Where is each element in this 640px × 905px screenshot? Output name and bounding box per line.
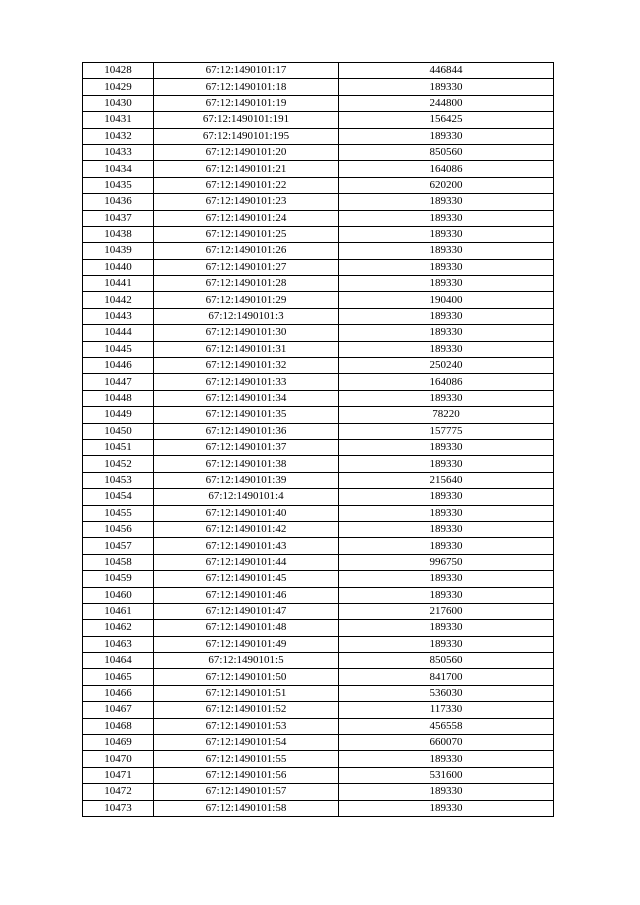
- table-row: [83, 194, 554, 210]
- value-cell: 189330: [339, 505, 554, 521]
- value-cell: 164086: [339, 161, 554, 177]
- value-cell: 244800: [339, 95, 554, 111]
- row-number-cell: 10469: [83, 735, 154, 751]
- row-number-cell: 10432: [83, 128, 154, 144]
- table-row: [83, 784, 554, 800]
- table-row: [83, 95, 554, 111]
- cadastral-number-cell: 67:12:1490101:27: [154, 259, 339, 275]
- data-table: [82, 62, 554, 817]
- value-cell: 189330: [339, 325, 554, 341]
- value-cell: 164086: [339, 374, 554, 390]
- table-row: [83, 341, 554, 357]
- cadastral-number-cell: 67:12:1490101:29: [154, 292, 339, 308]
- value-cell: 189330: [339, 489, 554, 505]
- table-row: [83, 128, 554, 144]
- value-cell: 189330: [339, 636, 554, 652]
- row-number-cell: 10465: [83, 669, 154, 685]
- row-number-cell: 10454: [83, 489, 154, 505]
- row-number-cell: 10444: [83, 325, 154, 341]
- cadastral-number-cell: 67:12:1490101:21: [154, 161, 339, 177]
- cadastral-number-cell: 67:12:1490101:19: [154, 95, 339, 111]
- cadastral-number-cell: 67:12:1490101:57: [154, 784, 339, 800]
- table-row: [83, 489, 554, 505]
- table-row: [83, 620, 554, 636]
- value-cell: 850560: [339, 653, 554, 669]
- table-row: [83, 702, 554, 718]
- table-row: [83, 718, 554, 734]
- table-row: [83, 112, 554, 128]
- cadastral-number-cell: 67:12:1490101:54: [154, 735, 339, 751]
- value-cell: 189330: [339, 784, 554, 800]
- cadastral-number-cell: 67:12:1490101:38: [154, 456, 339, 472]
- cadastral-number-cell: 67:12:1490101:49: [154, 636, 339, 652]
- cadastral-number-cell: 67:12:1490101:20: [154, 144, 339, 160]
- table-row: [83, 554, 554, 570]
- row-number-cell: 10433: [83, 144, 154, 160]
- row-number-cell: 10431: [83, 112, 154, 128]
- cadastral-number-cell: 67:12:1490101:33: [154, 374, 339, 390]
- cadastral-number-cell: 67:12:1490101:22: [154, 177, 339, 193]
- cadastral-number-cell: 67:12:1490101:36: [154, 423, 339, 439]
- row-number-cell: 10470: [83, 751, 154, 767]
- row-number-cell: 10451: [83, 439, 154, 455]
- row-number-cell: 10457: [83, 538, 154, 554]
- cadastral-number-cell: 67:12:1490101:23: [154, 194, 339, 210]
- value-cell: 189330: [339, 751, 554, 767]
- row-number-cell: 10468: [83, 718, 154, 734]
- cadastral-number-cell: 67:12:1490101:44: [154, 554, 339, 570]
- table-row: [83, 538, 554, 554]
- value-cell: 996750: [339, 554, 554, 570]
- row-number-cell: 10435: [83, 177, 154, 193]
- table-row: [83, 226, 554, 242]
- value-cell: 189330: [339, 620, 554, 636]
- cadastral-number-cell: 67:12:1490101:24: [154, 210, 339, 226]
- row-number-cell: 10428: [83, 63, 154, 79]
- row-number-cell: 10462: [83, 620, 154, 636]
- table-row: [83, 767, 554, 783]
- cadastral-number-cell: 67:12:1490101:31: [154, 341, 339, 357]
- row-number-cell: 10464: [83, 653, 154, 669]
- row-number-cell: 10455: [83, 505, 154, 521]
- table-row: [83, 653, 554, 669]
- cadastral-number-cell: 67:12:1490101:5: [154, 653, 339, 669]
- table-row: [83, 292, 554, 308]
- cadastral-number-cell: 67:12:1490101:46: [154, 587, 339, 603]
- value-cell: 117330: [339, 702, 554, 718]
- row-number-cell: 10472: [83, 784, 154, 800]
- row-number-cell: 10445: [83, 341, 154, 357]
- cadastral-number-cell: 67:12:1490101:58: [154, 800, 339, 816]
- row-number-cell: 10471: [83, 767, 154, 783]
- value-cell: 660070: [339, 735, 554, 751]
- row-number-cell: 10453: [83, 472, 154, 488]
- value-cell: 190400: [339, 292, 554, 308]
- cadastral-number-cell: 67:12:1490101:39: [154, 472, 339, 488]
- table-row: [83, 177, 554, 193]
- table-row: [83, 505, 554, 521]
- value-cell: 189330: [339, 128, 554, 144]
- cadastral-number-cell: 67:12:1490101:47: [154, 603, 339, 619]
- cadastral-number-cell: 67:12:1490101:52: [154, 702, 339, 718]
- table-row: [83, 685, 554, 701]
- cadastral-number-cell: 67:12:1490101:18: [154, 79, 339, 95]
- table-row: [83, 800, 554, 816]
- cadastral-number-cell: 67:12:1490101:55: [154, 751, 339, 767]
- row-number-cell: 10446: [83, 358, 154, 374]
- table-row: [83, 521, 554, 537]
- cadastral-number-cell: 67:12:1490101:195: [154, 128, 339, 144]
- cadastral-number-cell: 67:12:1490101:45: [154, 571, 339, 587]
- value-cell: 189330: [339, 259, 554, 275]
- table-row: [83, 587, 554, 603]
- value-cell: 189330: [339, 571, 554, 587]
- cadastral-number-cell: 67:12:1490101:34: [154, 390, 339, 406]
- table-row: [83, 603, 554, 619]
- cadastral-number-cell: 67:12:1490101:30: [154, 325, 339, 341]
- cadastral-number-cell: 67:12:1490101:56: [154, 767, 339, 783]
- cadastral-number-cell: 67:12:1490101:40: [154, 505, 339, 521]
- value-cell: 189330: [339, 226, 554, 242]
- row-number-cell: 10463: [83, 636, 154, 652]
- value-cell: 189330: [339, 456, 554, 472]
- table-row: [83, 439, 554, 455]
- table-row: [83, 407, 554, 423]
- table-row: [83, 79, 554, 95]
- cadastral-number-cell: 67:12:1490101:26: [154, 243, 339, 259]
- value-cell: 189330: [339, 243, 554, 259]
- value-cell: 850560: [339, 144, 554, 160]
- cadastral-number-cell: 67:12:1490101:37: [154, 439, 339, 455]
- value-cell: 456558: [339, 718, 554, 734]
- row-number-cell: 10440: [83, 259, 154, 275]
- row-number-cell: 10442: [83, 292, 154, 308]
- table-row: [83, 63, 554, 79]
- value-cell: 189330: [339, 194, 554, 210]
- value-cell: 531600: [339, 767, 554, 783]
- row-number-cell: 10429: [83, 79, 154, 95]
- cadastral-number-cell: 67:12:1490101:53: [154, 718, 339, 734]
- value-cell: 189330: [339, 800, 554, 816]
- row-number-cell: 10441: [83, 276, 154, 292]
- value-cell: 189330: [339, 439, 554, 455]
- row-number-cell: 10456: [83, 521, 154, 537]
- row-number-cell: 10473: [83, 800, 154, 816]
- value-cell: 217600: [339, 603, 554, 619]
- row-number-cell: 10439: [83, 243, 154, 259]
- value-cell: 215640: [339, 472, 554, 488]
- value-cell: 189330: [339, 521, 554, 537]
- row-number-cell: 10467: [83, 702, 154, 718]
- table-row: [83, 259, 554, 275]
- table-row: [83, 210, 554, 226]
- value-cell: 156425: [339, 112, 554, 128]
- value-cell: 620200: [339, 177, 554, 193]
- table-row: [83, 161, 554, 177]
- cadastral-number-cell: 67:12:1490101:42: [154, 521, 339, 537]
- cadastral-number-cell: 67:12:1490101:28: [154, 276, 339, 292]
- row-number-cell: 10437: [83, 210, 154, 226]
- value-cell: 189330: [339, 538, 554, 554]
- table-row: [83, 358, 554, 374]
- cadastral-number-cell: 67:12:1490101:25: [154, 226, 339, 242]
- value-cell: 189330: [339, 210, 554, 226]
- row-number-cell: 10458: [83, 554, 154, 570]
- cadastral-number-cell: 67:12:1490101:51: [154, 685, 339, 701]
- row-number-cell: 10449: [83, 407, 154, 423]
- row-number-cell: 10436: [83, 194, 154, 210]
- cadastral-number-cell: 67:12:1490101:43: [154, 538, 339, 554]
- table-row: [83, 735, 554, 751]
- row-number-cell: 10438: [83, 226, 154, 242]
- row-number-cell: 10450: [83, 423, 154, 439]
- value-cell: 78220: [339, 407, 554, 423]
- table-row: [83, 669, 554, 685]
- value-cell: 189330: [339, 390, 554, 406]
- table-row: [83, 751, 554, 767]
- table-row: [83, 390, 554, 406]
- table-body: [83, 63, 554, 817]
- row-number-cell: 10459: [83, 571, 154, 587]
- row-number-cell: 10466: [83, 685, 154, 701]
- row-number-cell: 10448: [83, 390, 154, 406]
- table-row: [83, 308, 554, 324]
- cadastral-number-cell: 67:12:1490101:50: [154, 669, 339, 685]
- value-cell: 189330: [339, 308, 554, 324]
- table-row: [83, 243, 554, 259]
- value-cell: 250240: [339, 358, 554, 374]
- row-number-cell: 10461: [83, 603, 154, 619]
- table-row: [83, 325, 554, 341]
- cadastral-number-cell: 67:12:1490101:32: [154, 358, 339, 374]
- value-cell: 841700: [339, 669, 554, 685]
- row-number-cell: 10430: [83, 95, 154, 111]
- value-cell: 536030: [339, 685, 554, 701]
- cadastral-number-cell: 67:12:1490101:35: [154, 407, 339, 423]
- value-cell: 189330: [339, 276, 554, 292]
- table-row: [83, 374, 554, 390]
- table-row: [83, 276, 554, 292]
- cadastral-number-cell: 67:12:1490101:48: [154, 620, 339, 636]
- value-cell: 157775: [339, 423, 554, 439]
- row-number-cell: 10447: [83, 374, 154, 390]
- value-cell: 189330: [339, 79, 554, 95]
- table-row: [83, 636, 554, 652]
- row-number-cell: 10434: [83, 161, 154, 177]
- table-row: [83, 571, 554, 587]
- table-row: [83, 456, 554, 472]
- cadastral-number-cell: 67:12:1490101:191: [154, 112, 339, 128]
- cadastral-number-cell: 67:12:1490101:3: [154, 308, 339, 324]
- cadastral-number-cell: 67:12:1490101:4: [154, 489, 339, 505]
- row-number-cell: 10443: [83, 308, 154, 324]
- cadastral-number-cell: 67:12:1490101:17: [154, 63, 339, 79]
- value-cell: 189330: [339, 587, 554, 603]
- value-cell: 446844: [339, 63, 554, 79]
- table-row: [83, 423, 554, 439]
- table-row: [83, 472, 554, 488]
- row-number-cell: 10460: [83, 587, 154, 603]
- value-cell: 189330: [339, 341, 554, 357]
- table-row: [83, 144, 554, 160]
- row-number-cell: 10452: [83, 456, 154, 472]
